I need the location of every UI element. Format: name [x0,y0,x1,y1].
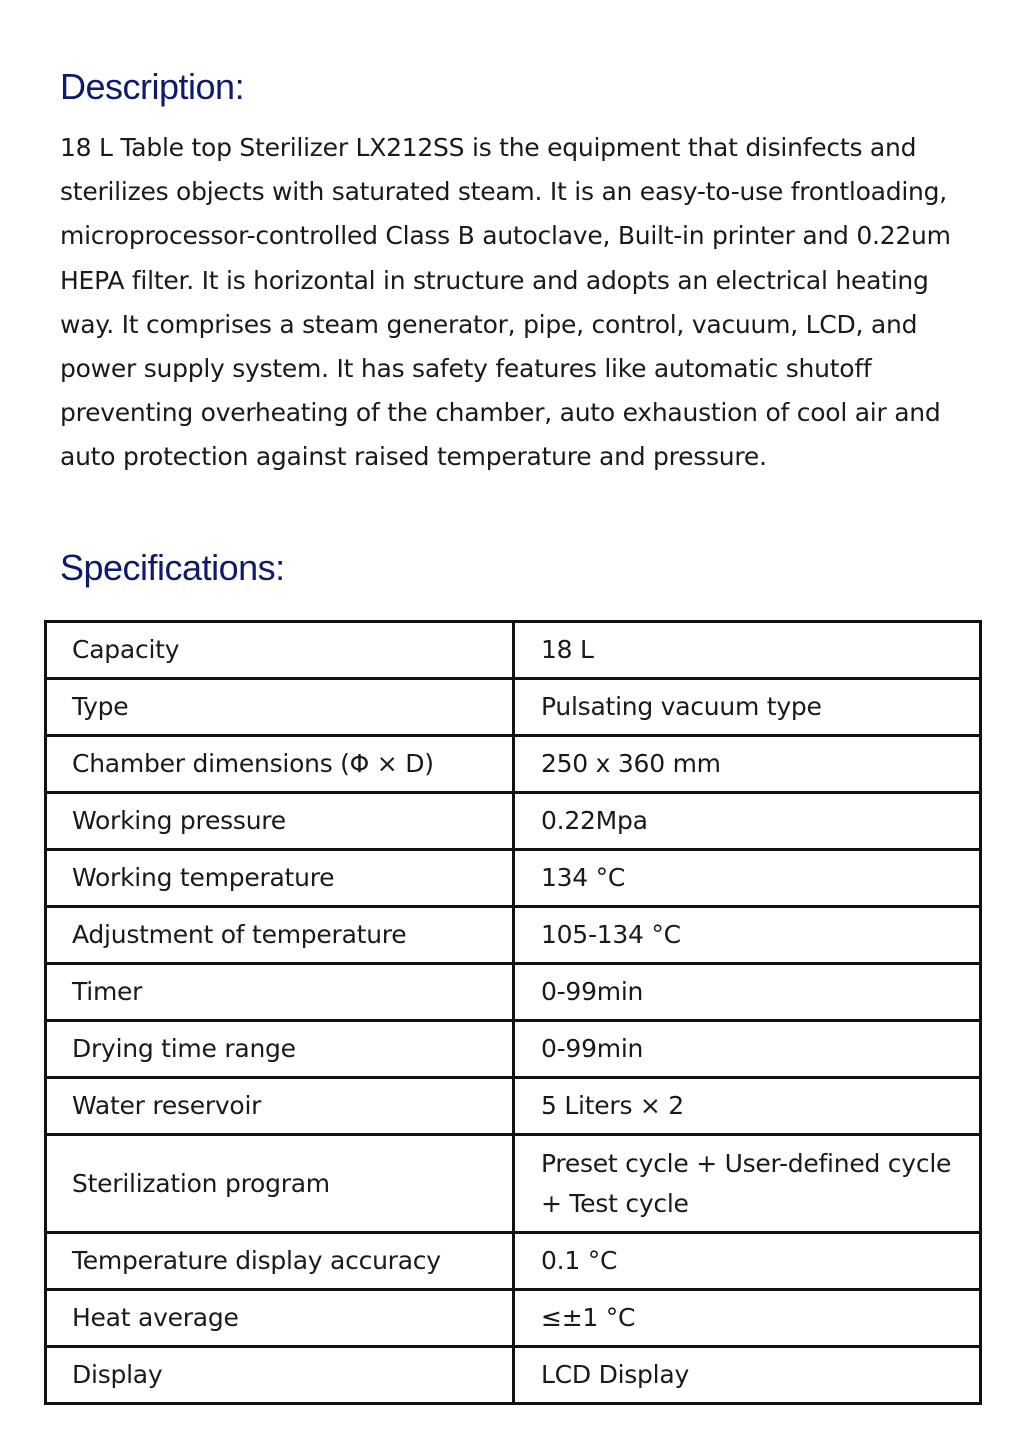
description-text: 18 L Table top Sterilizer LX212SS is the equipment that disinfects and sterilizes objects with saturated steam. It is an easy-to-use frontloading, microprocessor-controlled Class B autoclave, Built-in printer and 0.22um HEPA filter. It is horizontal in structure and adopts an electrical heating way. It comprises a steam generator, pipe, control, vacuum, LCD, and power supply system. It has safety features like automatic shutoff preventing overheating of the chamber, auto exhaustion of cool air and auto protection against raised temperature and pressure. [60,133,951,472]
spec-label: Temperature display accuracy [46,1233,514,1290]
spec-label: Sterilization program [46,1135,514,1233]
spec-value: 18 L [514,622,981,679]
spec-row-chamber-dimensions [46,736,981,793]
spec-label: Adjustment of temperature [46,907,514,964]
spec-label: Water reservoir [46,1078,514,1135]
spec-label: Working pressure [46,793,514,850]
spec-row-type [46,679,981,736]
spec-value: 0.1 °C [514,1233,981,1290]
spec-label: Chamber dimensions (Φ × D) [46,736,514,793]
specifications-heading: Specifications: [60,547,285,588]
spec-label: Capacity [46,622,514,679]
spec-label: Heat average [46,1290,514,1347]
spec-value: 250 x 360 mm [514,736,981,793]
spec-row-drying-time [46,1021,981,1078]
spec-value: 0.22Mpa [514,793,981,850]
spec-row-working-pressure [46,793,981,850]
spec-row-temperature-adjustment [46,907,981,964]
spec-value: 0-99min [514,964,981,1021]
spec-row-heat-average [46,1290,981,1347]
spec-row-capacity [46,622,981,679]
spec-value: LCD Display [514,1347,981,1404]
spec-label: Drying time range [46,1021,514,1078]
spec-row-working-temperature [46,850,981,907]
description-heading: Description: [60,66,245,107]
spec-value: ≤±1 °C [514,1290,981,1347]
spec-row-timer [46,964,981,1021]
spec-row-sterilization-program [46,1135,981,1233]
spec-row-water-reservoir [46,1078,981,1135]
spec-label: Display [46,1347,514,1404]
spec-value: 105-134 °C [514,907,981,964]
spec-label: Type [46,679,514,736]
spec-row-display [46,1347,981,1404]
spec-value: Preset cycle + User-defined cycle + Test cycle [514,1135,981,1233]
spec-value: Pulsating vacuum type [514,679,981,736]
spec-label: Working temperature [46,850,514,907]
spec-value: 5 Liters × 2 [514,1078,981,1135]
spec-row-temperature-accuracy [46,1233,981,1290]
spec-label: Timer [46,964,514,1021]
specifications-table [44,620,982,1405]
spec-value: 134 °C [514,850,981,907]
spec-value: 0-99min [514,1021,981,1078]
